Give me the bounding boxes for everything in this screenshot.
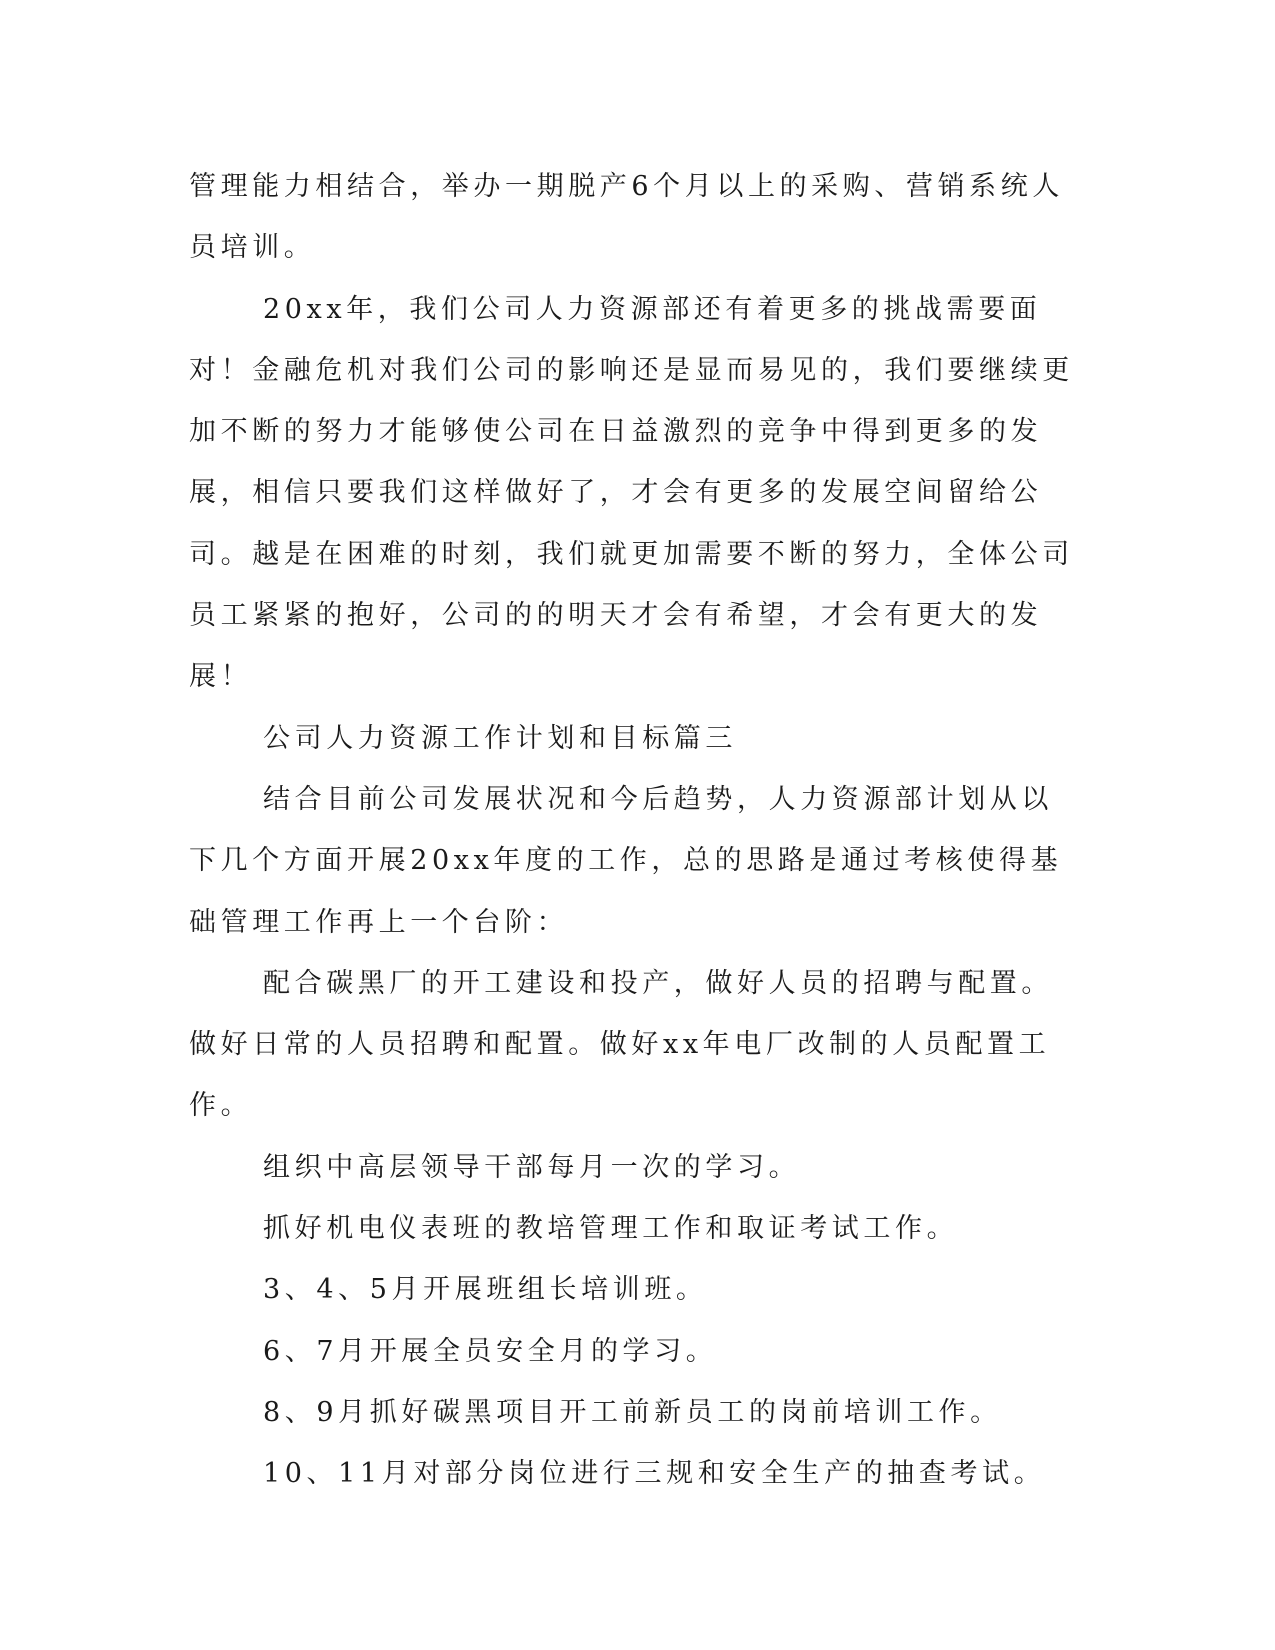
document-body [189,156,1079,1505]
list-item-new-staff-training: 8、9月抓好碳黑项目开工前新员工的岗前培训工作。 [263,1396,1002,1428]
paragraph-overview: 结合目前公司发展状况和今后趋势，人力资源部计划从以下几个方面开展20xx年度的工作，总的思路是通过考核使得基础管理工作再上一个台阶： [189,783,1063,938]
section-heading: 公司人力资源工作计划和目标篇三 [263,722,737,754]
paragraph-training-plan-end: 管理能力相结合，举办一期脱产6个月以上的采购、营销系统人员培训。 [189,171,1064,264]
list-item-team-leader-training: 3、4、5月开展班组长培训班。 [263,1274,708,1306]
list-item-spot-check-exam: 10、11月对部分岗位进行三规和安全生产的抽查考试。 [263,1458,1046,1490]
paragraph-challenges: 20xx年，我们公司人力资源部还有着更多的挑战需要面对！金融危机对我们公司的影响还是显而易见的，我们要继续更加不断的努力才能够使公司在日益激烈的竞争中得到更多的发展，相信只要我们这样做好了，才会有更多的发展空间留给公司。越是在困难的时刻，我们就更加需要不断的努力，全体公司员工紧紧的抱好，公司的的明天才会有希望，才会有更大的发展！ [189,293,1074,693]
paragraph-recruitment: 配合碳黑厂的开工建设和投产，做好人员的招聘与配置。做好日常的人员招聘和配置。做好xx年电厂改制的人员配置工作。 [189,967,1053,1122]
list-item-monthly-study: 组织中高层领导干部每月一次的学习。 [263,1151,801,1183]
list-item-safety-month: 6、7月开展全员安全月的学习。 [263,1335,718,1367]
list-item-instrument-training: 抓好机电仪表班的教培管理工作和取证考试工作。 [263,1213,959,1245]
